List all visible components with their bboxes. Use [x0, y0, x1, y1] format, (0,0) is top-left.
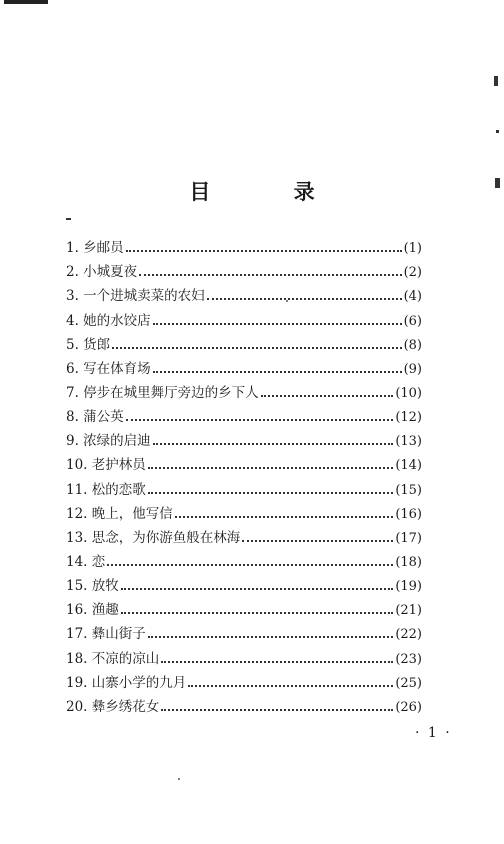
- toc-entry-title: 7. 停步在城里舞厅旁边的乡下人: [66, 384, 259, 401]
- dot-leader: [107, 563, 393, 566]
- toc-entry-title: 1. 乡邮员: [66, 240, 124, 257]
- toc-entry: [66, 377, 422, 401]
- toc-entry-page: (9): [403, 361, 422, 377]
- toc-entry-page: (12): [395, 410, 422, 426]
- toc-entry-page: (13): [395, 434, 422, 450]
- toc-entry: [66, 449, 422, 473]
- toc-entry-title: 2. 小城夏夜: [66, 264, 138, 281]
- dot-leader: [148, 635, 394, 638]
- scan-edge-mark: [4, 0, 48, 4]
- page-number: · 1 ·: [415, 725, 452, 741]
- scan-edge-mark: [494, 76, 498, 86]
- dot-leader: [126, 418, 394, 421]
- toc-entry-title: 10. 老护林员: [66, 457, 146, 474]
- toc-entry: [66, 353, 422, 377]
- toc-entry-page: (19): [395, 579, 422, 595]
- dot-leader: [207, 297, 402, 300]
- toc-entry-title: 4. 她的水饺店: [66, 312, 151, 329]
- toc-entry-title: 19. 山寨小学的九月: [66, 674, 187, 691]
- toc-entry-title: 3. 一个进城卖菜的农妇: [66, 288, 205, 305]
- dot-leader: [175, 515, 394, 518]
- toc-entry-title: 15. 放牧: [66, 578, 119, 595]
- toc-entry-page: (16): [395, 506, 422, 522]
- toc-entry: [66, 594, 422, 618]
- toc-entry: [66, 618, 422, 642]
- toc-entry: [66, 232, 422, 256]
- toc-entry-title: 20. 彝乡绣花女: [66, 698, 160, 715]
- toc-entry: [66, 522, 422, 546]
- toc-entry-page: (23): [395, 651, 422, 667]
- toc-entry-title: 11. 松的恋歌: [66, 481, 146, 498]
- toc-entry: [66, 425, 422, 449]
- toc-entry: [66, 667, 422, 691]
- dot-leader: [139, 273, 401, 276]
- toc-entry: [66, 401, 422, 425]
- dot-leader: [121, 587, 394, 590]
- scan-edge-mark: [496, 130, 499, 133]
- dot-leader: [121, 611, 394, 614]
- dot-leader: [188, 684, 393, 687]
- toc-entry-title: 13. 思念，为你游鱼般在林海: [66, 529, 241, 546]
- dot-leader: [112, 346, 401, 349]
- toc-entry-page: (18): [395, 554, 422, 570]
- dot-leader: [153, 442, 394, 445]
- toc-entry-page: (14): [395, 458, 422, 474]
- toc-entry: [66, 329, 422, 353]
- toc-entry-title: 16. 渔趣: [66, 602, 119, 619]
- dot-leader: [126, 249, 402, 252]
- toc-entry: [66, 473, 422, 497]
- toc-entry-title: 14. 恋: [66, 553, 106, 570]
- toc-entry: [66, 280, 422, 304]
- toc-entry-page: (17): [395, 530, 422, 546]
- toc-entry-title: 18. 不凉的凉山: [66, 650, 160, 667]
- toc-entry-page: (25): [395, 675, 422, 691]
- toc-entry-page: (21): [395, 603, 422, 619]
- toc-entry-title: 17. 彝山街子: [66, 626, 146, 643]
- dot-leader: [161, 708, 393, 711]
- toc-entry-page: (8): [403, 337, 422, 353]
- toc-entry-page: (22): [395, 627, 422, 643]
- scan-speck: [286, 300, 288, 302]
- toc-entry-title: 8. 蒲公英: [66, 409, 124, 426]
- page-title: 目 录: [189, 179, 353, 204]
- toc-entry-page: (1): [403, 241, 422, 257]
- dot-leader: [148, 466, 394, 469]
- toc-entry-title: 5. 货郎: [66, 336, 111, 353]
- toc-entry: [66, 304, 422, 328]
- dot-leader: [261, 394, 394, 397]
- dot-leader: [153, 370, 402, 373]
- toc-entry: [66, 546, 422, 570]
- toc-entry: [66, 498, 422, 522]
- toc-entry-page: (2): [403, 265, 422, 281]
- toc-entry: [66, 256, 422, 280]
- toc-entry: [66, 570, 422, 594]
- toc-entry-page: (4): [403, 289, 422, 305]
- toc-entry-title: 12. 晚上，他写信: [66, 505, 173, 522]
- dot-leader: [242, 539, 393, 542]
- dot-leader: [161, 660, 393, 663]
- toc-entry: [66, 691, 422, 715]
- toc-entry-page: (15): [395, 482, 422, 498]
- toc-entry-page: (26): [395, 699, 422, 715]
- toc-entry-page: (6): [403, 313, 422, 329]
- toc-entry-title: 6. 写在体育场: [66, 360, 151, 377]
- table-of-contents: [66, 232, 422, 715]
- dot-leader: [148, 491, 394, 494]
- scan-speck: [66, 218, 71, 220]
- toc-entry: [66, 642, 422, 666]
- scan-speck: [178, 778, 180, 780]
- toc-entry-title: 9. 浓绿的启迪: [66, 433, 151, 450]
- toc-entry-page: (10): [395, 385, 422, 401]
- dot-leader: [153, 322, 402, 325]
